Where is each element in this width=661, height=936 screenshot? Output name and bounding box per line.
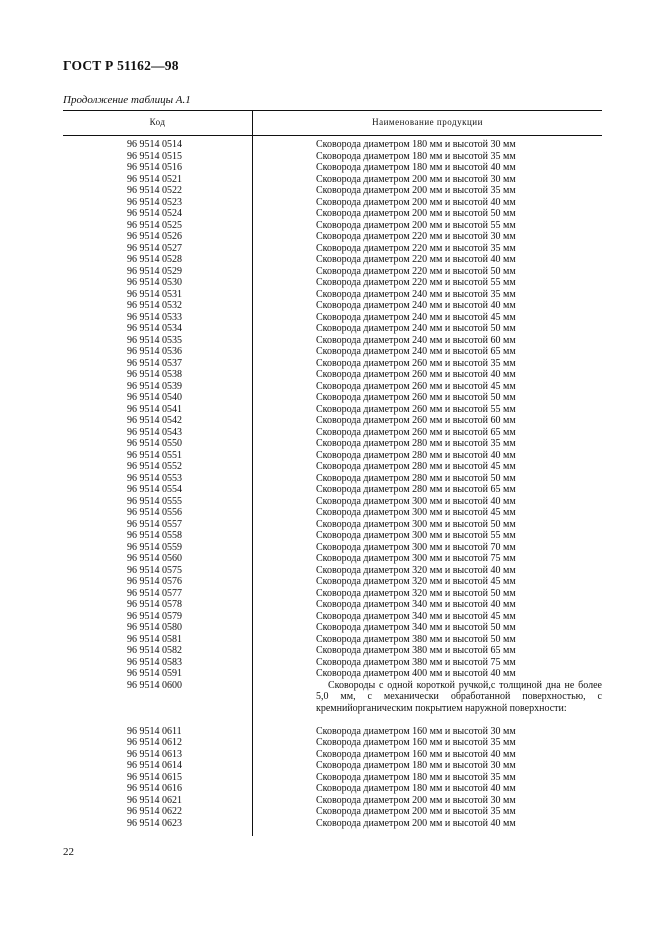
table-row <box>0 680 661 726</box>
table-row <box>0 542 661 554</box>
table-row <box>0 473 661 485</box>
product-code: 96 9514 0525 <box>127 219 182 231</box>
table-row <box>0 749 661 761</box>
product-name: Сковорода диаметром 220 мм и высотой 30 мм <box>316 231 516 242</box>
product-code: 96 9514 0531 <box>127 288 182 300</box>
table-row <box>0 312 661 324</box>
product-name: Сковорода диаметром 220 мм и высотой 55 мм <box>316 277 516 288</box>
product-code: 96 9514 0581 <box>127 633 182 645</box>
product-name: Сковорода диаметром 180 мм и высотой 30 мм <box>316 139 516 150</box>
product-code: 96 9514 0591 <box>127 668 182 679</box>
table-row <box>0 622 661 634</box>
product-name: Сковорода диаметром 180 мм и высотой 40 мм <box>316 783 516 794</box>
product-name: Сковорода диаметром 260 мм и высотой 60 мм <box>316 415 516 426</box>
table-row <box>0 668 661 680</box>
product-name: Сковорода диаметром 200 мм и высотой 35 мм <box>316 185 516 196</box>
product-code: 96 9514 0555 <box>127 495 182 507</box>
product-code: 96 9514 0575 <box>127 564 182 576</box>
product-name: Сковорода диаметром 160 мм и высотой 30 мм <box>316 725 516 737</box>
product-code: 96 9514 0579 <box>127 610 182 622</box>
product-name: Сковорода диаметром 260 мм и высотой 40 мм <box>316 369 516 380</box>
table-row <box>0 369 661 381</box>
table-row <box>0 657 661 669</box>
product-name: Сковорода диаметром 200 мм и высотой 30 мм <box>316 794 516 806</box>
table-row <box>0 461 661 473</box>
table-row <box>0 450 661 462</box>
table-row <box>0 254 661 266</box>
product-code: 96 9514 0538 <box>127 369 182 380</box>
table-row <box>0 139 661 151</box>
table-row <box>0 588 661 600</box>
product-code: 96 9514 0537 <box>127 357 182 369</box>
product-name: Сковорода диаметром 280 мм и высотой 40 мм <box>316 449 516 461</box>
product-code: 96 9514 0557 <box>127 518 182 530</box>
product-name: Сковорода диаметром 380 мм и высотой 50 мм <box>316 633 516 645</box>
product-name: Сковорода диаметром 300 мм и высотой 40 мм <box>316 495 516 507</box>
product-code: 96 9514 0613 <box>127 748 182 760</box>
table-row <box>0 519 661 531</box>
table-row <box>0 243 661 255</box>
product-code: 96 9514 0559 <box>127 541 182 553</box>
table-row <box>0 737 661 749</box>
product-name: Сковорода диаметром 300 мм и высотой 70 мм <box>316 541 516 553</box>
product-code: 96 9514 0526 <box>127 231 182 242</box>
product-code: 96 9514 0621 <box>127 794 182 806</box>
product-name: Сковорода диаметром 240 мм и высотой 60 мм <box>316 334 516 346</box>
product-code: 96 9514 0529 <box>127 265 182 277</box>
product-name: Сковорода диаметром 280 мм и высотой 35 мм <box>316 438 516 449</box>
table-row <box>0 323 661 335</box>
table-row <box>0 220 661 232</box>
table-row <box>0 645 661 657</box>
product-code: 96 9514 0535 <box>127 334 182 346</box>
product-name: Сковорода диаметром 180 мм и высотой 35 мм <box>316 150 516 162</box>
table-row <box>0 427 661 439</box>
product-code: 96 9514 0524 <box>127 208 182 219</box>
product-code: 96 9514 0530 <box>127 277 182 288</box>
product-name: Сковорода диаметром 340 мм и высотой 45 мм <box>316 610 516 622</box>
product-code: 96 9514 0515 <box>127 150 182 162</box>
product-name: Сковорода диаметром 240 мм и высотой 35 мм <box>316 288 516 300</box>
product-code: 96 9514 0550 <box>127 438 182 449</box>
product-name: Сковорода диаметром 200 мм и высотой 35 мм <box>316 806 516 817</box>
product-name: Сковорода диаметром 320 мм и высотой 40 мм <box>316 564 516 576</box>
product-code: 96 9514 0522 <box>127 185 182 196</box>
table-body <box>0 139 661 829</box>
table-row <box>0 806 661 818</box>
product-code: 96 9514 0542 <box>127 415 182 426</box>
table-top-rule <box>63 110 602 111</box>
product-code: 96 9514 0539 <box>127 380 182 392</box>
product-name: Сковорода диаметром 240 мм и высотой 50 мм <box>316 323 516 334</box>
product-code: 96 9514 0558 <box>127 530 182 541</box>
table-row <box>0 783 661 795</box>
table-row <box>0 151 661 163</box>
product-name: Сковорода диаметром 340 мм и высотой 50 мм <box>316 622 516 633</box>
table-row <box>0 197 661 209</box>
table-row <box>0 484 661 496</box>
product-code: 96 9514 0514 <box>127 139 182 150</box>
product-code: 96 9514 0523 <box>127 196 182 208</box>
product-code: 96 9514 0556 <box>127 507 182 518</box>
product-code: 96 9514 0560 <box>127 553 182 564</box>
product-code: 96 9514 0527 <box>127 242 182 254</box>
product-code: 96 9514 0534 <box>127 323 182 334</box>
product-name: Сковорода диаметром 200 мм и высотой 40 мм <box>316 196 516 208</box>
table-row <box>0 599 661 611</box>
product-name: Сковорода диаметром 200 мм и высотой 40 мм <box>316 817 516 829</box>
product-code: 96 9514 0614 <box>127 760 182 771</box>
table-row <box>0 760 661 772</box>
table-row <box>0 335 661 347</box>
product-name: Сковорода диаметром 240 мм и высотой 65 мм <box>316 346 516 357</box>
product-name: Сковорода диаметром 160 мм и высотой 40 мм <box>316 748 516 760</box>
table-row <box>0 208 661 220</box>
table-caption: Продолжение таблицы А.1 <box>63 94 191 106</box>
product-name: Сковорода диаметром 200 мм и высотой 55 мм <box>316 219 516 231</box>
product-name: Сковорода диаметром 260 мм и высотой 50 мм <box>316 392 516 403</box>
product-name: Сковорода диаметром 280 мм и высотой 45 мм <box>316 461 516 472</box>
product-code: 96 9514 0616 <box>127 783 182 794</box>
table-row <box>0 611 661 623</box>
product-name: Сковорода диаметром 320 мм и высотой 50 мм <box>316 587 516 599</box>
table-row <box>0 266 661 278</box>
table-row <box>0 300 661 312</box>
table-row <box>0 726 661 738</box>
product-code: 96 9514 0533 <box>127 311 182 323</box>
product-name: Сковорода диаметром 180 мм и высотой 30 мм <box>316 760 516 771</box>
table-row <box>0 553 661 565</box>
product-code: 96 9514 0528 <box>127 254 182 265</box>
table-row <box>0 438 661 450</box>
product-name: Сковорода диаметром 160 мм и высотой 35 мм <box>316 737 516 748</box>
table-row <box>0 277 661 289</box>
product-code: 96 9514 0552 <box>127 461 182 472</box>
column-header-name: Наименование продукции <box>372 117 483 127</box>
product-code: 96 9514 0521 <box>127 173 182 185</box>
product-name: Сковорода диаметром 260 мм и высотой 65 мм <box>316 426 516 438</box>
product-code: 96 9514 0623 <box>127 817 182 829</box>
product-code: 96 9514 0578 <box>127 599 182 610</box>
product-name: Сковорода диаметром 300 мм и высотой 45 мм <box>316 507 516 518</box>
table-row <box>0 415 661 427</box>
table-header-rule <box>63 135 602 136</box>
product-name: Сковорода диаметром 260 мм и высотой 35 мм <box>316 357 516 369</box>
product-code: 96 9514 0577 <box>127 587 182 599</box>
product-code: 96 9514 0541 <box>127 403 182 415</box>
product-code: 96 9514 0580 <box>127 622 182 633</box>
product-name: Сковорода диаметром 180 мм и высотой 35 мм <box>316 771 516 783</box>
product-name: Сковорода диаметром 220 мм и высотой 50 мм <box>316 265 516 277</box>
table-row <box>0 496 661 508</box>
product-code: 96 9514 0582 <box>127 645 182 656</box>
table-row <box>0 565 661 577</box>
product-code: 96 9514 0583 <box>127 656 182 668</box>
product-name: Сковорода диаметром 240 мм и высотой 45 мм <box>316 311 516 323</box>
product-code: 96 9514 0576 <box>127 576 182 587</box>
product-code: 96 9514 0611 <box>127 725 182 737</box>
product-code: 96 9514 0600 <box>127 679 182 691</box>
product-name: Сковорода диаметром 300 мм и высотой 75 мм <box>316 553 516 564</box>
product-name: Сковорода диаметром 300 мм и высотой 55 мм <box>316 530 516 541</box>
product-name: Сковороды с одной короткой ручкой,с толщиной дна не более 5,0 мм, с механически обработанной поверхностью, с кремнийорганическим покрытием наружной поверхности: <box>316 679 602 714</box>
product-code: 96 9514 0532 <box>127 300 182 311</box>
product-code: 96 9514 0554 <box>127 484 182 495</box>
document-header: ГОСТ Р 51162—98 <box>63 58 179 73</box>
table-row <box>0 507 661 519</box>
product-name: Сковорода диаметром 240 мм и высотой 40 мм <box>316 300 516 311</box>
product-code: 96 9514 0615 <box>127 771 182 783</box>
product-code: 96 9514 0543 <box>127 426 182 438</box>
product-code: 96 9514 0516 <box>127 162 182 173</box>
table-row <box>0 174 661 186</box>
table-row <box>0 818 661 830</box>
table-row <box>0 358 661 370</box>
product-name: Сковорода диаметром 320 мм и высотой 45 мм <box>316 576 516 587</box>
product-code: 96 9514 0612 <box>127 737 182 748</box>
product-name: Сковорода диаметром 400 мм и высотой 40 мм <box>316 668 516 679</box>
table-row <box>0 381 661 393</box>
table-row <box>0 772 661 784</box>
table-row <box>0 346 661 358</box>
product-name: Сковорода диаметром 300 мм и высотой 50 мм <box>316 518 516 530</box>
product-code: 96 9514 0551 <box>127 449 182 461</box>
column-header-code: Код <box>149 117 166 127</box>
product-name: Сковорода диаметром 380 мм и высотой 65 мм <box>316 645 516 656</box>
table-row <box>0 289 661 301</box>
table-row <box>0 576 661 588</box>
product-name: Сковорода диаметром 200 мм и высотой 50 мм <box>316 208 516 219</box>
table-row <box>0 231 661 243</box>
product-name: Сковорода диаметром 260 мм и высотой 45 мм <box>316 380 516 392</box>
product-name: Сковорода диаметром 200 мм и высотой 30 мм <box>316 173 516 185</box>
page-number: 22 <box>63 846 74 858</box>
product-name: Сковорода диаметром 280 мм и высотой 65 мм <box>316 484 516 495</box>
product-code: 96 9514 0536 <box>127 346 182 357</box>
product-name: Сковорода диаметром 220 мм и высотой 40 мм <box>316 254 516 265</box>
table-row <box>0 185 661 197</box>
product-name: Сковорода диаметром 340 мм и высотой 40 мм <box>316 599 516 610</box>
product-code: 96 9514 0540 <box>127 392 182 403</box>
product-name: Сковорода диаметром 380 мм и высотой 75 мм <box>316 656 516 668</box>
table-row <box>0 392 661 404</box>
table-row <box>0 634 661 646</box>
product-code: 96 9514 0553 <box>127 472 182 484</box>
product-name: Сковорода диаметром 180 мм и высотой 40 мм <box>316 162 516 173</box>
product-name: Сковорода диаметром 260 мм и высотой 55 мм <box>316 403 516 415</box>
table-row <box>0 162 661 174</box>
product-name: Сковорода диаметром 280 мм и высотой 50 мм <box>316 472 516 484</box>
product-name: Сковорода диаметром 220 мм и высотой 35 мм <box>316 242 516 254</box>
table-row <box>0 404 661 416</box>
product-code: 96 9514 0622 <box>127 806 182 817</box>
table-row <box>0 530 661 542</box>
table-row <box>0 795 661 807</box>
